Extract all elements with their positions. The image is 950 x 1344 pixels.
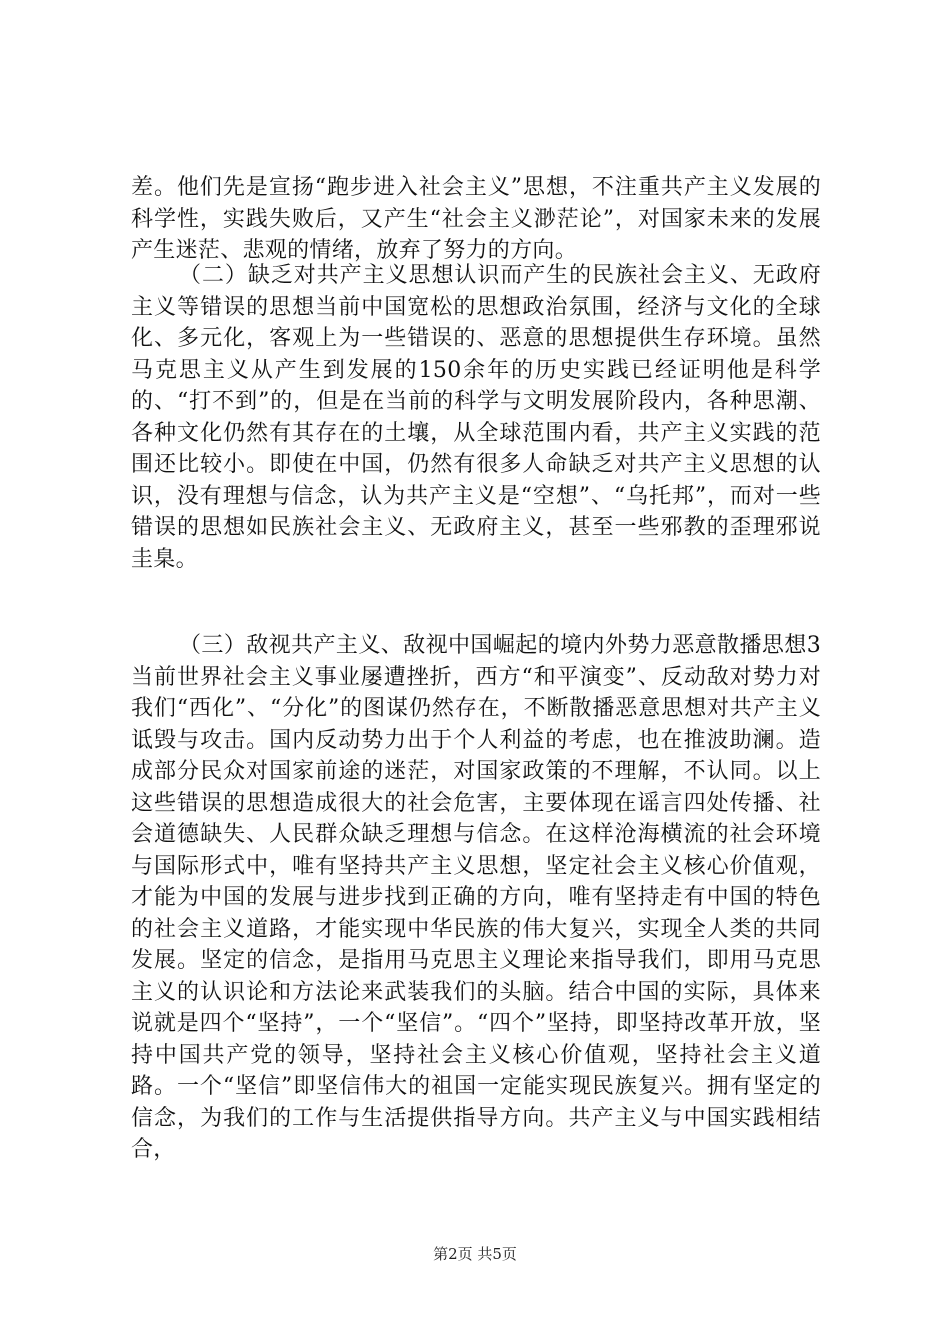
paragraph-section-two: （二）缺乏对共产主义思想认识而产生的民族社会主义、无政府主义等错误的思想当前中国宽松的思想政治氛围，经济与文化的全球化、多元化，客观上为一些错误的、恶意的思想提供生存环境。虽然马克思主义从产生到发展的150余年的历史实践已经证明他是科学的、“打不到”的，但是在当前的科学与文明发展阶段内，各种思潮、各种文化仍然有其存在的土壤，从全球范围内看，共产主义实践的范围还比较小。即使在中国，仍然有很多人命缺乏对共产主义思想的认识，没有理想与信念，认为共产主义是“空想”、“乌托邦”，而对一些错误的思想如民族社会主义、无政府主义，甚至一些邪教的歪理邪说圭臬。 — [131, 263, 821, 572]
paragraph-section-three: （三）敌视共产主义、敌视中国崛起的境内外势力恶意散播思想3当前世界社会主义事业屡遭挫折，西方“和平演变”、反动敌对势力对我们“西化”、“分化”的图谋仍然存在，不断散播恶意思想对共产主义诋毁与攻击。国内反动势力出于个人利益的考虑，也在推波助澜。造成部分民众对国家前途的迷茫，对国家政策的不理解，不认同。以上这些错误的思想造成很大的社会危害，主要体现在谣言四处传播、社会道德缺失、人民群众缺乏理想与信念。在这样沧海横流的社会环境与国际形式中，唯有坚持共产主义思想，坚定社会主义核心价值观，才能为中国的发展与进步找到正确的方向，唯有坚持走有中国的特色的社会主义道路，才能实现中华民族的伟大复兴，实现全人类的共同发展。坚定的信念，是指用马克思主义理论来指导我们，即用马克思主义的认识论和方法论来武装我们的头脑。结合中国的实际，具体来说就是四个“坚持”，一个“坚信”。“四个”坚持，即坚持改革开放，坚持中国共产党的领导，坚持社会主义核心价值观，坚持社会主义道路。一个“坚信”即坚信伟大的祖国一定能实现民族复兴。拥有坚定的信念，为我们的工作与生活提供指导方向。共产主义与中国实践相结合， — [131, 633, 821, 1162]
page-number-footer: 第2页 共5页 — [433, 1245, 517, 1263]
paragraph-continuation: 差。他们先是宣扬“跑步进入社会主义”思想，不注重共产主义发展的科学性，实践失败后，又产生“社会主义渺茫论”，对国家未来的发展产生迷茫、悲观的情绪，放弃了努力的方向。 — [131, 175, 821, 263]
